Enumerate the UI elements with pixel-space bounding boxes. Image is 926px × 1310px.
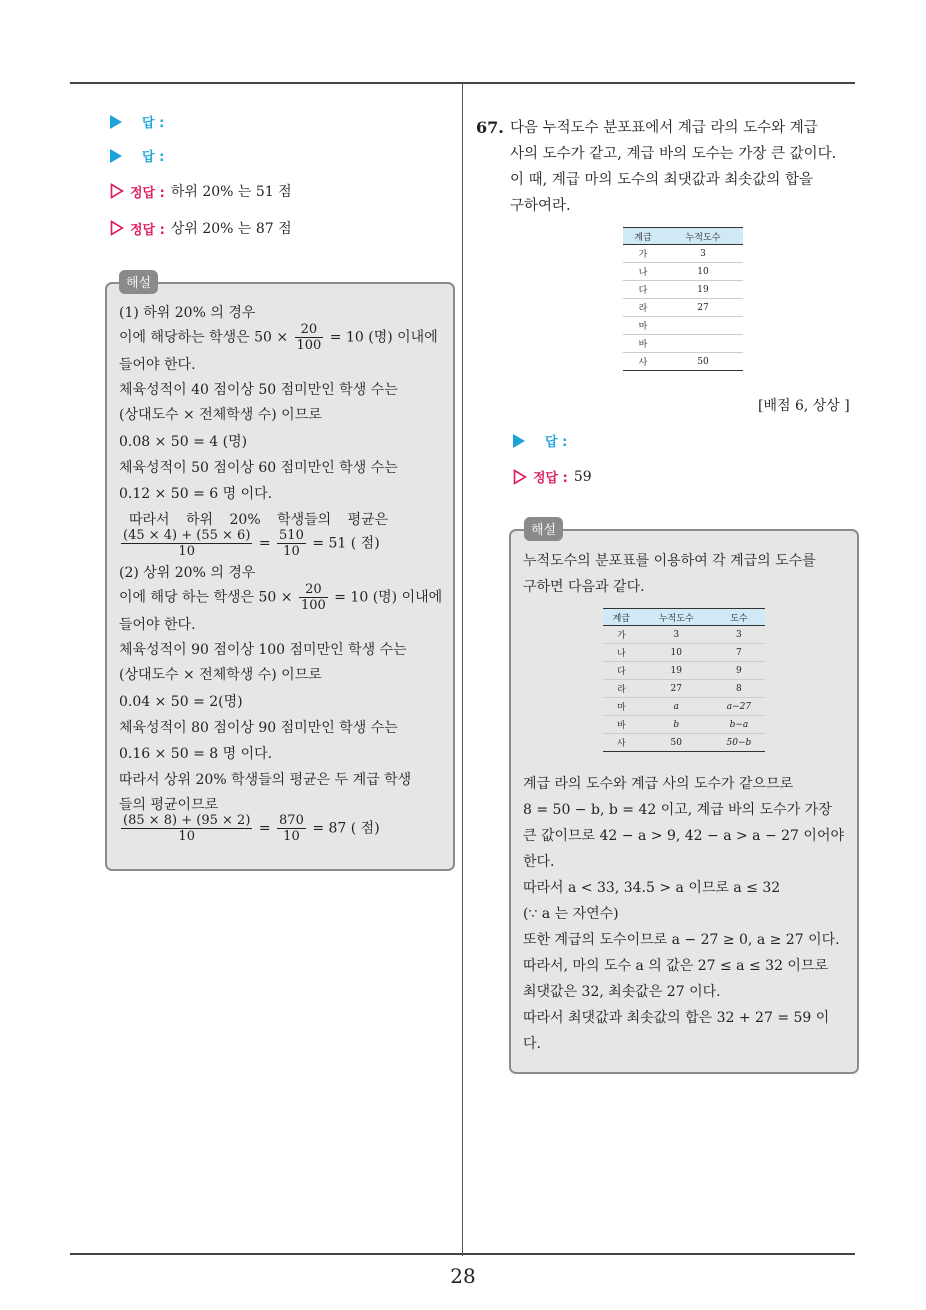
solution-box-left <box>105 282 455 871</box>
table-row <box>603 734 765 752</box>
solution-tag: 해설 <box>524 517 563 541</box>
table-cell <box>663 335 743 353</box>
correct-answer-text: 하위 20% 는 51 점 <box>170 184 292 200</box>
table-cell: 50 <box>663 353 743 371</box>
table-row <box>623 245 743 263</box>
solution-line: 따라서 하위 20% 학생들의 평균은 <box>129 512 389 528</box>
table-header-row <box>603 609 765 626</box>
frequency-table <box>603 608 765 752</box>
solution-line: 계급 라의 도수와 계급 사의 도수가 같으므로 <box>523 776 794 792</box>
table-row <box>603 716 765 734</box>
table-row <box>623 335 743 353</box>
answer-label: 답 : <box>142 116 165 131</box>
table-row <box>623 353 743 371</box>
table-cell: 27 <box>663 299 743 317</box>
table-cell: b−a <box>713 716 765 734</box>
table-header: 계급 <box>603 609 640 626</box>
table-row <box>603 680 765 698</box>
solution-line: 또한 계급의 도수이므로 a − 27 ≥ 0, a ≥ 27 이다. <box>523 932 840 948</box>
play-icon <box>110 149 122 163</box>
page-number: 28 <box>450 1264 476 1288</box>
solution-line: 누적도수의 분포표를 이용하여 각 계급의 도수를 <box>523 553 816 569</box>
text: 이에 해당 하는 학생은 50 × <box>119 589 293 606</box>
outline-triangle-icon <box>110 220 124 236</box>
solution-line: (상대도수 × 전체학생 수) 이므로 <box>119 667 322 683</box>
table-row <box>623 281 743 299</box>
solution-line: 따라서 최댓값과 최솟값의 합은 32 + 27 = 59 이 <box>523 1010 830 1026</box>
score-info: [배점 6, 상상 ] <box>758 398 850 414</box>
table-cell: 27 <box>640 680 713 698</box>
solution-line: (1) 하위 20% 의 경우 <box>119 305 256 321</box>
denominator: 10 <box>178 829 195 844</box>
fraction <box>121 528 252 559</box>
table-header: 계급 <box>623 228 663 245</box>
fraction <box>121 813 252 844</box>
solution-line: 0.04 × 50 = 2(명) <box>119 694 243 710</box>
solution-box-right <box>509 529 859 1074</box>
table-cell: 바 <box>603 716 640 734</box>
fraction <box>277 528 306 559</box>
correct-answer-row <box>513 467 592 486</box>
table-row <box>623 299 743 317</box>
solution-line: 들어야 한다. <box>119 617 196 633</box>
solution-line: 들어야 한다. <box>119 357 196 373</box>
solution-line: 최댓값은 32, 최솟값은 27 이다. <box>523 984 721 1000</box>
bottom-rule <box>70 1253 855 1255</box>
denominator: 100 <box>296 338 322 353</box>
fraction <box>295 322 324 353</box>
table-row <box>623 317 743 335</box>
table-row <box>603 644 765 662</box>
numerator: 510 <box>279 528 304 543</box>
denominator: 10 <box>283 829 300 844</box>
text: = <box>258 820 271 837</box>
correct-answer-row-2 <box>110 218 292 238</box>
solution-line: 들의 평균이므로 <box>119 797 219 813</box>
table-cell: 19 <box>663 281 743 299</box>
denominator: 10 <box>283 544 300 559</box>
table-cell: 사 <box>623 353 663 371</box>
question-line: 다음 누적도수 분포표에서 계급 라의 도수와 계급 <box>510 120 818 136</box>
table-cell: a−27 <box>713 698 765 716</box>
question-number: 67. <box>476 118 504 137</box>
solution-line: 따라서 상위 20% 학생들의 평균은 두 계급 학생 <box>119 772 412 788</box>
table-row <box>603 698 765 716</box>
table-cell: 사 <box>603 734 640 752</box>
table-header: 누적도수 <box>663 228 743 245</box>
play-icon <box>110 115 122 129</box>
column-divider <box>462 84 463 1256</box>
solution-line: 다. <box>523 1036 541 1052</box>
text: = 10 (명) 이내에 <box>329 329 438 346</box>
solution-line: 체육성적이 90 점이상 100 점미만인 학생 수는 <box>119 642 407 658</box>
solution-line: 체육성적이 80 점이상 90 점미만인 학생 수는 <box>119 720 398 736</box>
play-icon <box>513 434 525 448</box>
fraction <box>299 582 328 613</box>
correct-label: 정답 : <box>130 222 165 238</box>
table-row <box>623 263 743 281</box>
table-cell: 50−b <box>713 734 765 752</box>
text: = <box>258 535 271 552</box>
table-cell: 10 <box>640 644 713 662</box>
table-cell: b <box>640 716 713 734</box>
answer-label: 답 : <box>545 435 568 450</box>
text: = 87 ( 점) <box>312 820 380 837</box>
solution-line: 큰 값이므로 42 − a > 9, 42 − a > a − 27 이어야 <box>523 828 844 844</box>
solution-fraction-line <box>119 528 380 559</box>
table-cell: 마 <box>623 317 663 335</box>
solution-line: 체육성적이 50 점이상 60 점미만인 학생 수는 <box>119 460 398 476</box>
table-cell: 바 <box>623 335 663 353</box>
denominator: 100 <box>300 598 326 613</box>
table-cell: 다 <box>623 281 663 299</box>
text: = 10 (명) 이내에 <box>334 589 443 606</box>
answer-row-2 <box>110 146 164 165</box>
solution-fraction-line <box>119 813 380 844</box>
table-cell: 10 <box>663 263 743 281</box>
table-cell: 9 <box>713 662 765 680</box>
numerator: 870 <box>279 813 304 828</box>
table-cell: 3 <box>713 626 765 644</box>
table-row <box>603 662 765 680</box>
table-cell: 마 <box>603 698 640 716</box>
solution-line: (2) 상위 20% 의 경우 <box>119 565 256 581</box>
correct-label: 정답 : <box>130 185 165 201</box>
table-cell: 19 <box>640 662 713 680</box>
numerator: 20 <box>295 322 324 338</box>
solution-tag: 해설 <box>119 270 158 294</box>
table-header-row <box>623 228 743 245</box>
answer-label: 답 : <box>142 150 165 165</box>
table-header: 누적도수 <box>640 609 713 626</box>
table-cell: a <box>640 698 713 716</box>
numerator: (45 × 4) + (55 × 6) <box>123 528 251 543</box>
table-cell: 3 <box>663 245 743 263</box>
table-row <box>603 626 765 644</box>
solution-line: 구하면 다음과 같다. <box>523 579 645 595</box>
solution-line: 따라서, 마의 도수 a 의 값은 27 ≤ a ≤ 32 이므로 <box>523 958 828 974</box>
solution-line-fraction <box>119 322 438 353</box>
solution-line: 8 = 50 − b, b = 42 이고, 계급 바의 도수가 가장 <box>523 802 832 818</box>
table-cell: 3 <box>640 626 713 644</box>
solution-line: 0.08 × 50 = 4 (명) <box>119 434 248 450</box>
outline-triangle-icon <box>513 469 527 485</box>
solution-line: 따라서 a < 33, 34.5 > a 이므로 a ≤ 32 <box>523 880 781 896</box>
question-line: 구하여라. <box>510 198 571 214</box>
answer-row-1 <box>110 112 164 131</box>
numerator: 20 <box>299 582 328 598</box>
correct-answer-text: 상위 20% 는 87 점 <box>170 221 292 237</box>
outline-triangle-icon <box>110 183 124 199</box>
table-cell <box>663 317 743 335</box>
table-cell: 50 <box>640 734 713 752</box>
solution-line: 0.16 × 50 = 8 명 이다. <box>119 746 273 762</box>
solution-line-fraction <box>119 582 442 613</box>
answer-row <box>513 431 567 450</box>
fraction <box>277 813 306 844</box>
text: 이에 해당하는 학생은 50 × <box>119 329 289 346</box>
table-cell: 나 <box>623 263 663 281</box>
table-cell: 7 <box>713 644 765 662</box>
solution-line: 체육성적이 40 점이상 50 점미만인 학생 수는 <box>119 382 398 398</box>
text: = 51 ( 점) <box>312 535 380 552</box>
solution-line: 0.12 × 50 = 6 명 이다. <box>119 486 273 502</box>
cumulative-frequency-table <box>623 227 743 371</box>
solution-line: (∵ a 는 자연수) <box>523 906 619 922</box>
correct-label: 정답 : <box>533 471 568 486</box>
table-cell: 8 <box>713 680 765 698</box>
denominator: 10 <box>178 544 195 559</box>
table-cell: 가 <box>603 626 640 644</box>
table-cell: 라 <box>623 299 663 317</box>
table-cell: 나 <box>603 644 640 662</box>
table-cell: 라 <box>603 680 640 698</box>
table-header: 도수 <box>713 609 765 626</box>
solution-line: 한다. <box>523 854 555 870</box>
correct-answer-row-1 <box>110 181 292 201</box>
table-cell: 가 <box>623 245 663 263</box>
numerator: (85 × 8) + (95 × 2) <box>123 813 251 828</box>
table-cell: 다 <box>603 662 640 680</box>
question-line: 사의 도수가 같고, 계급 바의 도수는 가장 큰 값이다. <box>510 146 837 162</box>
question-line: 이 때, 계급 마의 도수의 최댓값과 최솟값의 합을 <box>510 172 814 188</box>
correct-answer-text: 59 <box>573 468 592 485</box>
solution-line: (상대도수 × 전체학생 수) 이므로 <box>119 407 322 423</box>
